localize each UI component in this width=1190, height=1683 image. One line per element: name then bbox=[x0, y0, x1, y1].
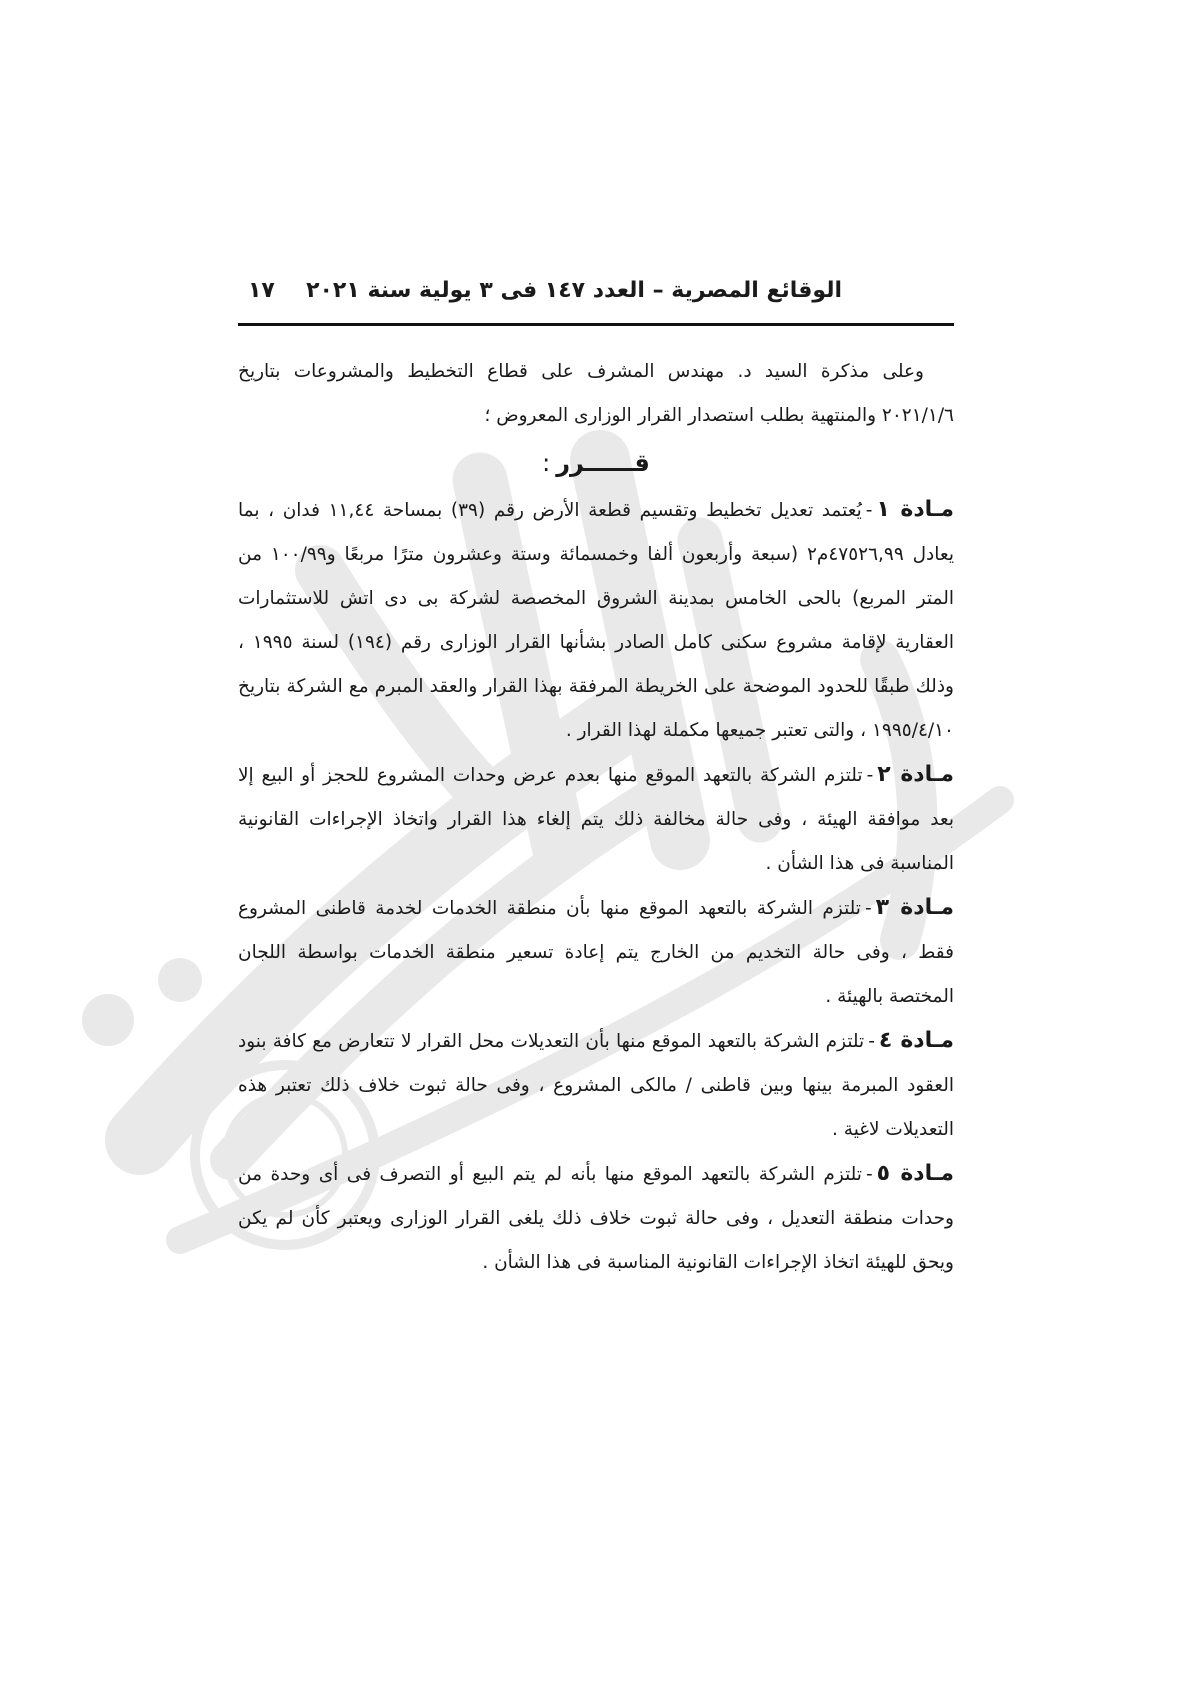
decision-heading-colon: : bbox=[542, 449, 551, 477]
article-3-label: مـادة ٣ bbox=[875, 895, 954, 920]
article-1-label: مـادة ١ bbox=[876, 497, 955, 522]
article-4-text: تلتزم الشركة بالتعهد الموقع منها بأن التعديلات محل القرار لا تتعارض مع كافة بنود العقود المبرمة بينها وبين قاطنى / مالكى المشروع ، وفى حالة ثبوت خلاف ذلك تعتبر هذه التعديلات لاغية . bbox=[238, 1031, 954, 1140]
article-4 bbox=[238, 1019, 954, 1152]
article-2 bbox=[238, 753, 954, 886]
article-separator: - bbox=[868, 1031, 875, 1052]
article-separator: - bbox=[866, 765, 874, 786]
article-separator: - bbox=[864, 898, 872, 919]
article-2-text: تلتزم الشركة بالتعهد الموقع منها بعدم عرض وحدات المشروع للحجز أو البيع إلا بعد موافقة الهيئة ، وفى حالة مخالفة ذلك يتم إلغاء هذا القرار واتخاذ الإجراءات القانونية المناسبة فى هذا الشأن . bbox=[238, 765, 954, 874]
article-5-label: مـادة ٥ bbox=[876, 1161, 955, 1186]
article-1 bbox=[238, 488, 954, 753]
article-2-label: مـادة ٢ bbox=[877, 762, 954, 787]
decision-heading-text: قــــــرر bbox=[556, 449, 650, 477]
article-separator: - bbox=[865, 1164, 873, 1185]
article-3-text: تلتزم الشركة بالتعهد الموقع منها بأن منطقة الخدمات لخدمة قاطنى المشروع فقط ، وفى حالة التخديم من الخارج يتم إعادة تسعير منطقة الخدمات بواسطة اللجان المختصة بالهيئة . bbox=[238, 898, 954, 1007]
article-5-text: تلتزم الشركة بالتعهد الموقع منها بأنه لم يتم البيع أو التصرف فى أى وحدة من وحدات منطقة التعديل ، وفى حالة ثبوت خلاف ذلك يلغى القرار الوزارى ويعتبر كأن لم يكن ويحق للهيئة اتخاذ الإجراءات القانونية المناسبة فى هذا الشأن . bbox=[238, 1164, 954, 1273]
article-3 bbox=[238, 886, 954, 1019]
document-body bbox=[238, 350, 954, 1285]
page-header bbox=[238, 270, 954, 326]
article-1-text: يُعتمد تعديل تخطيط وتقسيم قطعة الأرض رقم (٣٩) بمساحة ١١,٤٤ فدان ، بما يعادل ٤٧٥٢٦,٩٩م٢ (سبعة وأربعون ألفا وخمسمائة وستة وعشرون مترًا مربعًا و١٠٠/٩٩ من المتر المربع) بالحى الخامس بمدينة الشروق المخصصة لشركة بى دى اتش للاستثمارات العقارية لإقامة مشروع سكنى كامل الصادر بشأنها القرار الوزارى رقم (١٩٤) لسنة ١٩٩٥ ، وذلك طبقًا للحدود الموضحة على الخريطة المرفقة بهذا القرار والعقد المبرم مع الشركة بتاريخ ١٩٩٥/٤/١٠ ، والتى تعتبر جميعها مكملة لهذا القرار . bbox=[238, 500, 955, 741]
article-5 bbox=[238, 1152, 954, 1285]
intro-paragraph: وعلى مذكرة السيد د. مهندس المشرف على قطاع التخطيط والمشروعات بتاريخ ٢٠٢١/١/٦ والمنتهية بطلب استصدار القرار الوزارى المعروض ؛ bbox=[238, 361, 954, 426]
page-number: ١٧ bbox=[248, 278, 275, 303]
decision-heading bbox=[238, 438, 954, 488]
article-4-label: مـادة ٤ bbox=[878, 1028, 955, 1053]
article-separator: - bbox=[865, 500, 873, 521]
gazette-title: الوقائع المصرية – العدد ١٤٧ فى ٣ يولية سنة ٢٠٢١ bbox=[306, 278, 842, 303]
